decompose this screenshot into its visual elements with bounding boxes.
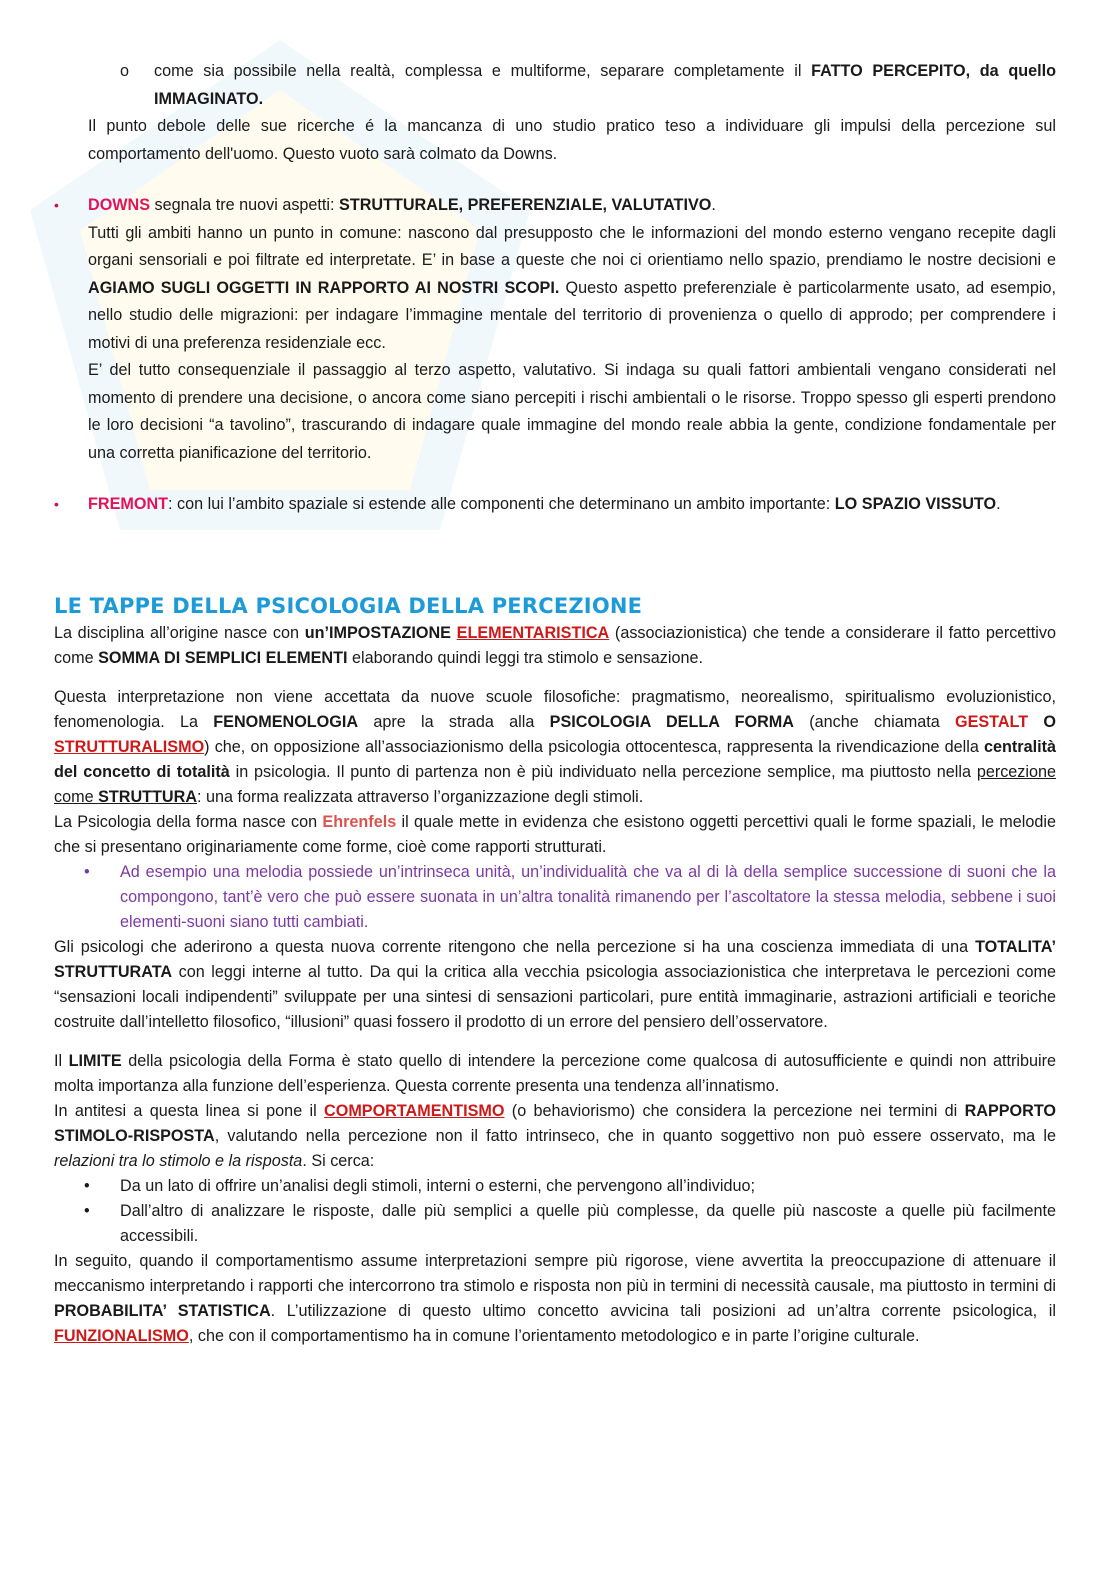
paragraph: Il punto debole delle sue ricerche é la mancanza di uno studio pratico teso a individuare gli impulsi della percezione sul comportamento dell'uomo. Questo vuoto sarà colmato da Downs. xyxy=(88,117,1056,163)
section-title: LE TAPPE DELLA PSICOLOGIA DELLA PERCEZIONE xyxy=(54,593,643,618)
example-item: • Ad esempio una melodia possiede un’intrinseca unità, un’individualità che va al di là della semplice successione di suoni che la compongono, tant’è vero che può essere suonata in un’altra tonalità rimanendo per l’ascoltatore la stessa melodia, sebbene i suoi elementi-suoni siano tutti cambiati. xyxy=(54,860,1056,935)
downs-item: • DOWNS segnala tre nuovi aspetti: STRUTTURALE, PREFERENZIALE, VALUTATIVO. xyxy=(54,192,1056,220)
circle-bullet-icon: o xyxy=(120,62,130,80)
paragraph: La disciplina all’origine nasce con un’IMPOSTAZIONE ELEMENTARISTICA (associazionistica) che tende a considerare il fatto percettivo come SOMMA DI SEMPLICI ELEMENTI elaborando quindi leggi tra stimolo e sensazione. xyxy=(54,623,1056,667)
paragraph: E’ del tutto consequenziale il passaggio al terzo aspetto, valutativo. Si indaga su quali fattori ambientali vengano considerati nel momento di prendere una decisione, o ancora come siano percepiti i rischi ambientali o le risorse. Troppo spesso gli esperti prendono le loro decisioni “a tavolino”, trascurando di indagare quale immagine del mondo reale abbia la gente, condizione fondamentale per una corretta pianificazione del territorio. xyxy=(88,361,1056,462)
paragraph: La Psicologia della forma nasce con Ehrenfels il quale mette in evidenza che esistono oggetti percettivi quali le forme spaziali, le melodie che si presentano originariamente come forme, cioè come rapporti strutturati. xyxy=(54,812,1056,856)
bullet-icon: • xyxy=(84,862,90,881)
list-item: o come sia possibile nella realtà, complessa e multiforme, separare completamente il FATTO PERCEPITO, da quello IMMAGINATO. xyxy=(54,58,1056,113)
paragraph: In antitesi a questa linea si pone il COMPORTAMENTISMO (o behaviorismo) che considera la percezione nei termini di RAPPORTO STIMOLO-RISPOSTA, valutando nella percezione non il fatto intrinseco, che in quanto soggettivo non può essere osservato, ma le relazioni tra lo stimolo e la risposta. Si cerca: xyxy=(54,1101,1057,1170)
bullet-icon: • xyxy=(54,197,59,213)
bullet-icon: • xyxy=(84,1201,90,1220)
list-item: • Dall’altro di analizzare le risposte, dalle più semplici a quelle più complesse, da quelle più nascoste a quelle più facilmente accessibili. xyxy=(54,1199,1056,1249)
paragraph: Gli psicologi che aderirono a questa nuova corrente ritengono che nella percezione si ha una coscienza immediata di una TOTALITA’ STRUTTURATA con leggi interne al tutto. Da qui la critica alla vecchia psicologia associazionistica che interpretava le percezioni come “sensazioni locali indipendenti” sviluppate per una sintesi di sensazioni particolari, pure entità immaginarie, astrazioni artificiali e teoriche costruite dall’intelletto filosofico, “illusioni” quasi fossero il prodotto di un errore del pensiero dell’osservatore. xyxy=(54,937,1056,1031)
document-page xyxy=(54,58,1056,1349)
list-item: • Da un lato di offrire un’analisi degli stimoli, interni o esterni, che pervengono all’individuo; xyxy=(54,1174,1056,1199)
paragraph: Il LIMITE della psicologia della Forma è stato quello di intendere la percezione come qualcosa di autosufficiente e quindi non attribuire molta importanza alla funzione dell’esperienza. Questa corrente presenta una tendenza all’innatismo. xyxy=(54,1051,1056,1095)
paragraph: Tutti gli ambiti hanno un punto in comune: nascono dal presupposto che le informazioni del mondo esterno vengano recepite dagli organi sensoriali e poi filtrate ed interpretate. E’ in base a queste che noi ci orientiamo nello spazio, prendiamo le nostre decisioni e AGIAMO SUGLI OGGETTI IN RAPPORTO AI NOSTRI SCOPI. Questo aspetto preferenziale è particolarmente usato, ad esempio, nello studio delle migrazioni: per indagare l’immagine mentale del territorio di provenienza o quello di approdo; per comprendere i motivi di una preferenza residenziale ecc. xyxy=(88,223,1056,352)
bullet-icon: • xyxy=(54,496,59,512)
paragraph: Questa interpretazione non viene accettata da nuove scuole filosofiche: pragmatismo, neorealismo, spiritualismo evoluzionistico, fenomenologia. La FENOMENOLOGIA apre la strada alla PSICOLOGIA DELLA FORMA (anche chiamata GESTALT O STRUTTURALISMO) che, on opposizione all’associazionismo della psicologia ottocentesca, rappresenta la rivendicazione della centralità del concetto di totalità in psicologia. Il punto di partenza non è più individuato nella percezione semplice, ma piuttosto nella percezione come STRUTTURA: una forma realizzata attraverso l’organizzazione degli stimoli. xyxy=(54,687,1057,806)
bullet-icon: • xyxy=(84,1176,90,1195)
paragraph: In seguito, quando il comportamentismo assume interpretazioni sempre più rigorose, viene avvertita la preoccupazione di attenuare il meccanismo interpretando i rapporti che intercorrono tra stimolo e risposta non più in termini di necessità causale, ma piuttosto in termini di PROBABILITA’ STATISTICA. L’utilizzazione di questo ultimo concetto avvicina tali posizioni ad un’altra corrente psicologica, il FUNZIONALISMO, che con il comportamentismo ha in comune l’orientamento metodologico e in parte l’origine culturale. xyxy=(54,1251,1056,1345)
fremont-item: • FREMONT: con lui l’ambito spaziale si estende alle componenti che determinano un ambito importante: LO SPAZIO VISSUTO. xyxy=(54,491,1056,519)
section-body xyxy=(54,621,1056,1349)
